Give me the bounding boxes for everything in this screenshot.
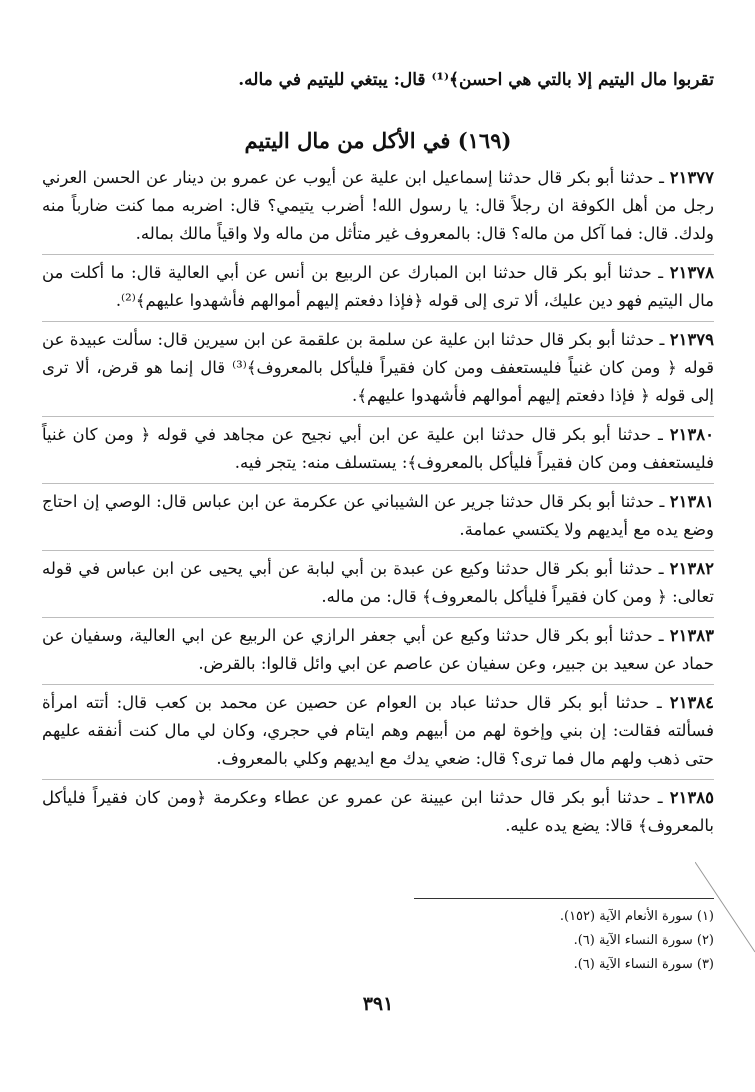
hadith-text: ـ حدثنا أبو بكر قال حدثنا ابن عيينة عن عمرو عن عطاء وعكرمة ﴿ومن كان فقيراً فليأكل بالمعروف﴾ قالا: يضع يده عليه. xyxy=(42,788,714,835)
hadith-number: ٢١٣٧٧ xyxy=(669,168,714,187)
hadith-entry xyxy=(42,780,714,846)
hadith-entry xyxy=(42,255,714,322)
continuation-line: تقربوا مال اليتيم إلا بالتي هي احسن﴾⁽¹⁾ قال: يبتغي لليتيم في ماله. xyxy=(238,70,714,90)
footnote: (١) سورة الأنعام الآية (١٥٢). xyxy=(559,909,714,924)
hadith-text: ـ حدثنا أبو بكر قال حدثنا عباد بن العوام عن حصين عن محمد بن كعب قال: أتته امرأة فسألته فقالت: إن بني وإخوة لهم من أبيهم وهم ايتام في حجري، وكان لي مال كنت أنفقه عليهم حتى ذهب ولهم مال فما ترى؟ قال: ضعي يدك مع ايديهم وكلي بالمعروف. xyxy=(42,693,714,768)
hadith-entry xyxy=(42,685,714,780)
chapter-heading: (١٦٩) في الأكل من مال اليتيم xyxy=(244,128,512,153)
hadith-number: ٢١٣٨١ xyxy=(669,492,714,511)
hadith-number: ٢١٣٧٩ xyxy=(669,330,714,349)
hadith-entry xyxy=(42,551,714,618)
hadith-entry xyxy=(42,322,714,417)
hadith-number: ٢١٣٨٥ xyxy=(669,788,714,807)
hadith-text: ـ حدثنا أبو بكر قال حدثنا وكيع عن عبدة بن أبي لبابة عن أبي يحيى عن ابن عباس في قوله تعالى: ﴿ ومن كان فقيراً فليأكل بالمعروف﴾ قال: من ماله. xyxy=(42,559,714,606)
page-number: ٣٩١ xyxy=(362,993,394,1015)
footnote: (٣) سورة النساء الآية (٦). xyxy=(573,957,714,972)
hadith-number: ٢١٣٨٢ xyxy=(669,559,714,578)
hadith-text: ـ حدثنا أبو بكر قال حدثنا ابن علية عن سلمة بن علقمة عن ابن سيرين قال: سألت عبيدة عن قوله ﴿ ومن كان غنياً فليستعفف ومن كان فقيراً فليأكل بالمعروف﴾⁽³⁾ قال إنما هو قرض، ألا ترى إلى قوله ﴿ فإذا دفعتم إليهم أموالهم فأشهدوا عليهم﴾. xyxy=(42,330,714,405)
hadith-number: ٢١٣٨٣ xyxy=(669,626,714,645)
hadith-text: ـ حدثنا أبو بكر قال حدثنا إسماعيل ابن علية عن أيوب عن عمرو بن دينار عن الحسن العرني رجل من أهل الكوفة ان رجلاً قال: يا رسول الله! أضرب يتيمي؟ قال: اضربه مما كنت ضارباً منه ولدك. قال: فما آكل من ماله؟ قال: بالمعروف غير متأثل من ماله ولا واقياً مالك بماله. xyxy=(42,168,714,243)
hadith-number: ٢١٣٨٠ xyxy=(669,425,714,444)
document-page xyxy=(42,58,714,1068)
hadith-text: ـ حدثنا أبو بكر قال حدثنا وكيع عن أبي جعفر الرازي عن الربيع عن ابي العالية، وسفيان عن حماد عن سعيد بن جبير، وعن سفيان عن عاصم عن ابي وائل قالوا: بالقرض. xyxy=(42,626,714,673)
hadith-entry xyxy=(42,160,714,255)
footnotes xyxy=(414,898,714,977)
scan-line-mark xyxy=(695,862,755,962)
hadith-entry xyxy=(42,618,714,685)
hadith-text: ـ حدثنا أبو بكر قال حدثنا ابن علية عن ابن أبي نجيح عن مجاهد في قوله ﴿ ومن كان غنياً فليستعفف ومن كان فقيراً فليأكل بالمعروف﴾: يستسلف منه: يتجر فيه. xyxy=(42,425,714,472)
hadith-number: ٢١٣٧٨ xyxy=(669,263,714,282)
hadith-entry xyxy=(42,417,714,484)
footnote: (٢) سورة النساء الآية (٦). xyxy=(573,933,714,948)
hadith-text: ـ حدثنا أبو بكر قال حدثنا جرير عن الشيباني عن عكرمة عن ابن عباس قال: الوصي إن احتاج وضع يده مع أيديهم ولا يكتسي عمامة. xyxy=(42,492,714,539)
hadith-entry xyxy=(42,484,714,551)
hadith-list xyxy=(42,160,714,846)
hadith-number: ٢١٣٨٤ xyxy=(669,693,715,712)
hadith-text: ـ حدثنا أبو بكر قال حدثنا ابن المبارك عن الربيع بن أنس عن أبي العالية قال: ما أكلت من مال اليتيم فهو دين عليك، ألا ترى إلى قوله ﴿فإذا دفعتم إليهم أموالهم فأشهدوا عليهم﴾⁽²⁾. xyxy=(42,263,714,310)
